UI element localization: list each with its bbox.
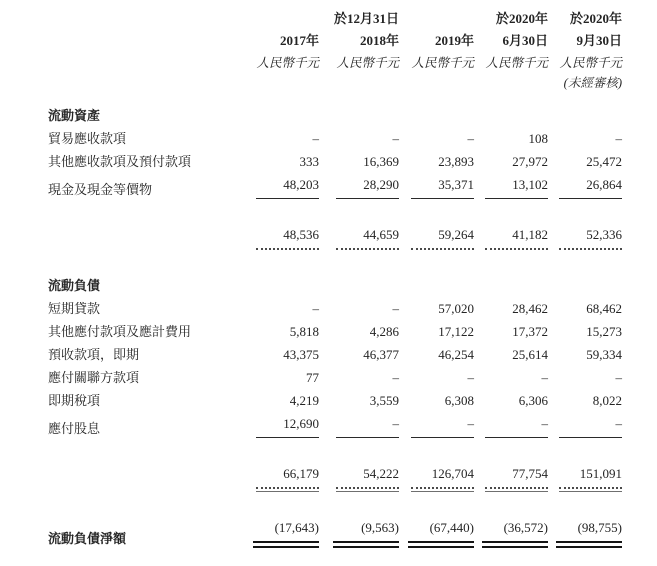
cell-value: 59,334 [586,347,622,362]
row-label: 貿易應收款項 [48,131,127,146]
value-cell [319,412,399,440]
cell-value: – [467,416,474,431]
value-cell [548,223,622,252]
cell-value: – [392,301,399,316]
subtotal-row [48,462,622,494]
table-row [48,412,622,440]
rule-dotted-solid [411,487,474,492]
header-year-2017: 2017年 [279,33,319,48]
rule-solid [256,198,319,199]
rule-dotted-solid [559,487,622,492]
value-cell [241,127,319,150]
cell-value: 52,336 [586,227,622,242]
value-cell [548,150,622,173]
cell-value: 26,864 [586,177,622,192]
header-unit-row [48,52,622,74]
cell-value: 27,972 [512,154,548,169]
cell-value: 35,371 [438,177,474,192]
value-cell [474,343,548,366]
value-cell [241,412,319,440]
value-cell [319,297,399,320]
row-label: 現金及現金等價物 [48,182,153,197]
value-cell [474,462,548,494]
spacer-cell [48,494,622,516]
table-row [48,150,622,173]
cell-value: (67,440) [429,520,474,535]
header-year-row [48,30,622,52]
value-cell [474,412,548,440]
cell-value: – [615,416,622,431]
value-cell [474,150,548,173]
rule-solid [485,198,548,199]
value-cell [241,343,319,366]
value-cell [399,366,474,389]
value-cell [241,297,319,320]
unaudited-note: (未經審核) [563,76,622,90]
rule-dotted [336,248,399,250]
cell-value: 333 [299,154,319,169]
header-empty-cell [319,74,399,92]
subtotal-row [48,223,622,252]
value-cell [399,462,474,494]
currency-unit-label: 人民幣千元 [559,56,622,70]
value-cell [474,516,548,550]
rule-solid [336,198,399,199]
rule-solid [485,437,548,438]
cell-value: 12,690 [283,416,319,431]
rule-double [253,541,319,548]
cell-value: 151,091 [579,466,622,481]
table-row [48,343,622,366]
value-cell [548,92,622,127]
header-empty-cell [241,8,319,30]
value-cell [319,366,399,389]
cell-value: – [392,131,399,146]
header-year-2018: 2018年 [359,33,399,48]
row-label [48,223,241,252]
value-cell [399,92,474,127]
cell-value: 44,659 [363,227,399,242]
cell-value: 77 [306,370,319,385]
table-row [48,127,622,150]
value-cell [319,343,399,366]
rule-dotted [256,248,319,250]
rule-dotted [411,248,474,250]
spacer-cell [48,252,622,274]
value-cell [399,516,474,550]
value-cell [548,274,622,297]
value-cell [399,389,474,412]
value-cell [319,389,399,412]
value-cell [399,173,474,201]
header-note-row [48,74,622,92]
row-label: 預收款項，即期 [48,347,140,362]
rule-dotted-solid [485,487,548,492]
cell-value: 17,372 [512,324,548,339]
value-cell [319,462,399,494]
cell-value: 54,222 [363,466,399,481]
cell-value: – [467,370,474,385]
value-cell [474,92,548,127]
value-cell [474,389,548,412]
value-cell [548,462,622,494]
value-cell [399,127,474,150]
rule-double [408,541,474,548]
value-cell [241,366,319,389]
value-cell [319,150,399,173]
cell-value: 15,273 [586,324,622,339]
cell-value: – [467,131,474,146]
value-cell [241,274,319,297]
header-date-2020b: 於2020年 [569,11,622,26]
header-empty-cell [48,74,241,92]
header-year-2019: 2019年 [434,33,474,48]
value-cell [399,223,474,252]
cell-value: – [541,416,548,431]
value-cell [319,92,399,127]
header-date-dec31: 於12月31日 [333,11,399,26]
rule-dotted-solid [256,487,319,492]
cell-value: 6,306 [518,393,548,408]
value-cell [474,320,548,343]
value-cell [399,297,474,320]
rule-solid [411,437,474,438]
rule-solid [559,198,622,199]
row-label: 流動負債 [48,278,101,293]
cell-value: 108 [528,131,548,146]
section-row [48,92,622,127]
currency-unit-label: 人民幣千元 [485,56,548,70]
rule-dotted [559,248,622,250]
value-cell [319,173,399,201]
value-cell [548,343,622,366]
header-date-jun30: 6月30日 [502,33,548,48]
cell-value: 59,264 [438,227,474,242]
header-empty-cell [48,30,241,52]
cell-value: – [312,131,319,146]
value-cell [399,274,474,297]
financial-table [48,8,622,550]
value-cell [548,127,622,150]
header-span-row [48,8,622,30]
value-cell [548,412,622,440]
row-label: 流動負債淨額 [48,531,127,546]
spacer-cell [48,201,622,223]
cell-value: 4,286 [369,324,399,339]
cell-value: 68,462 [586,301,622,316]
cell-value: 16,369 [363,154,399,169]
cell-value: – [312,301,319,316]
cell-value: 43,375 [283,347,319,362]
value-cell [319,223,399,252]
cell-value: 4,219 [289,393,319,408]
table-row [48,173,622,201]
header-date-sep30: 9月30日 [576,33,622,48]
rule-solid [559,437,622,438]
rule-dotted-solid [336,487,399,492]
value-cell [399,412,474,440]
table-body [48,92,622,550]
header-empty-cell [241,74,319,92]
value-cell [474,223,548,252]
cell-value: 5,818 [289,324,319,339]
cell-value: 48,203 [283,177,319,192]
cell-value: (17,643) [274,520,319,535]
value-cell [548,320,622,343]
table-row [48,366,622,389]
table-row [48,389,622,412]
cell-value: – [541,370,548,385]
spacer-row [48,252,622,274]
cell-value: 6,308 [444,393,474,408]
currency-unit-label: 人民幣千元 [256,56,319,70]
cell-value: 66,179 [283,466,319,481]
rule-solid [256,437,319,438]
value-cell [548,173,622,201]
rule-double [333,541,399,548]
cell-value: – [392,370,399,385]
value-cell [474,274,548,297]
value-cell [319,127,399,150]
value-cell [474,173,548,201]
spacer-row [48,440,622,462]
value-cell [241,462,319,494]
cell-value: 25,614 [512,347,548,362]
cell-value: 46,254 [438,347,474,362]
cell-value: 41,182 [512,227,548,242]
net-total-row [48,516,622,550]
value-cell [399,343,474,366]
cell-value: (36,572) [503,520,548,535]
row-label: 其他應收款項及預付款項 [48,154,192,169]
value-cell [399,320,474,343]
row-label: 其他應付款項及應計費用 [48,324,192,339]
value-cell [241,389,319,412]
value-cell [319,516,399,550]
cell-value: 28,290 [363,177,399,192]
header-empty-cell [48,8,241,30]
header-date-2020a: 於2020年 [495,11,548,26]
currency-unit-label: 人民幣千元 [411,56,474,70]
rule-solid [336,437,399,438]
value-cell [548,297,622,320]
cell-value: 13,102 [512,177,548,192]
value-cell [241,92,319,127]
value-cell [241,516,319,550]
header-empty-cell [48,52,241,74]
rule-dotted [485,248,548,250]
value-cell [319,320,399,343]
table-row [48,297,622,320]
row-label: 應付股息 [48,421,101,436]
row-label: 短期貸款 [48,301,101,316]
value-cell [241,150,319,173]
row-label: 流動資產 [48,108,101,123]
value-cell [548,516,622,550]
header-empty-cell [474,74,548,92]
row-label: 即期稅項 [48,393,101,408]
cell-value: 3,559 [369,393,399,408]
value-cell [241,320,319,343]
cell-value: – [392,416,399,431]
cell-value: 77,754 [512,466,548,481]
cell-value: 126,704 [431,466,474,481]
cell-value: – [615,370,622,385]
header-empty-cell [399,74,474,92]
value-cell [474,297,548,320]
cell-value: (98,755) [577,520,622,535]
rule-solid [411,198,474,199]
section-row [48,274,622,297]
rule-double [482,541,548,548]
currency-unit-label: 人民幣千元 [336,56,399,70]
spacer-row [48,201,622,223]
rule-double [556,541,622,548]
value-cell [474,366,548,389]
value-cell [548,389,622,412]
cell-value: 8,022 [592,393,622,408]
value-cell [319,274,399,297]
value-cell [241,173,319,201]
value-cell [474,127,548,150]
cell-value: 57,020 [438,301,474,316]
value-cell [241,223,319,252]
cell-value: 48,536 [283,227,319,242]
header-empty-cell [399,8,474,30]
table-row [48,320,622,343]
row-label: 應付關聯方款項 [48,370,140,385]
spacer-cell [48,440,622,462]
cell-value: 17,122 [438,324,474,339]
cell-value: 46,377 [363,347,399,362]
row-label [48,462,241,494]
cell-value: (9,563) [361,520,399,535]
cell-value: – [615,131,622,146]
table-header [48,8,622,92]
value-cell [548,366,622,389]
spacer-row [48,494,622,516]
value-cell [399,150,474,173]
cell-value: 25,472 [586,154,622,169]
cell-value: 28,462 [512,301,548,316]
cell-value: 23,893 [438,154,474,169]
